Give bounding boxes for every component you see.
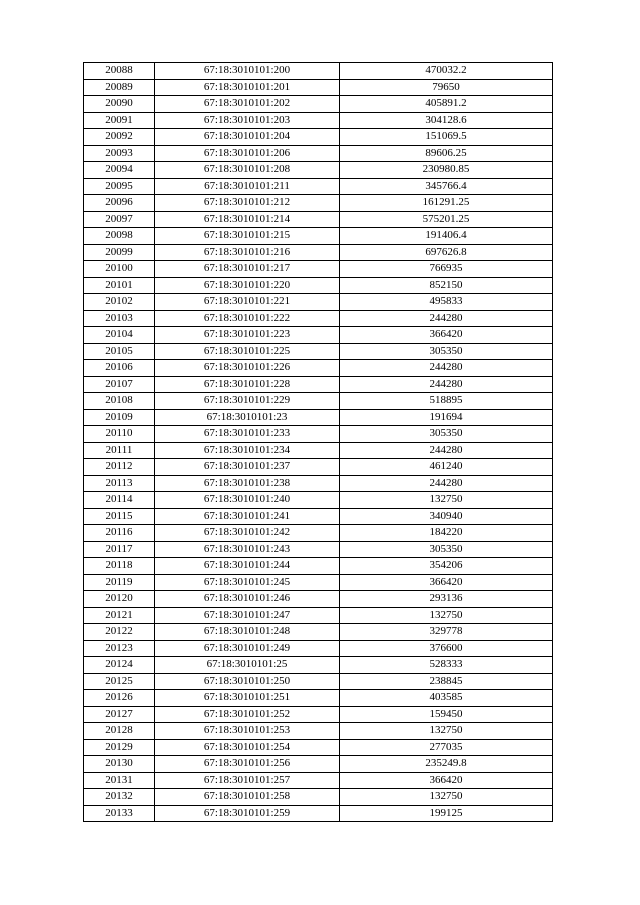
value-cell: 403585 [340, 690, 553, 707]
value-cell: 305350 [340, 541, 553, 558]
table-row [84, 426, 553, 443]
cadastral-number-cell: 67:18:3010101:221 [155, 294, 340, 311]
value-cell: 405891.2 [340, 96, 553, 113]
row-number-cell: 20091 [84, 112, 155, 129]
row-number-cell: 20092 [84, 129, 155, 146]
value-cell: 199125 [340, 805, 553, 822]
cadastral-number-cell: 67:18:3010101:200 [155, 63, 340, 80]
row-number-cell: 20116 [84, 525, 155, 542]
row-number-cell: 20112 [84, 459, 155, 476]
row-number-cell: 20127 [84, 706, 155, 723]
table-row [84, 360, 553, 377]
row-number-cell: 20132 [84, 789, 155, 806]
value-cell: 495833 [340, 294, 553, 311]
table-body [84, 63, 553, 822]
value-cell: 230980.85 [340, 162, 553, 179]
row-number-cell: 20098 [84, 228, 155, 245]
table-row [84, 327, 553, 344]
row-number-cell: 20122 [84, 624, 155, 641]
cadastral-number-cell: 67:18:3010101:245 [155, 574, 340, 591]
row-number-cell: 20115 [84, 508, 155, 525]
row-number-cell: 20094 [84, 162, 155, 179]
row-number-cell: 20119 [84, 574, 155, 591]
table-row [84, 261, 553, 278]
table-row [84, 211, 553, 228]
cadastral-number-cell: 67:18:3010101:23 [155, 409, 340, 426]
cadastral-number-cell: 67:18:3010101:204 [155, 129, 340, 146]
cadastral-number-cell: 67:18:3010101:223 [155, 327, 340, 344]
value-cell: 132750 [340, 789, 553, 806]
row-number-cell: 20118 [84, 558, 155, 575]
cadastral-number-cell: 67:18:3010101:214 [155, 211, 340, 228]
value-cell: 293136 [340, 591, 553, 608]
value-cell: 366420 [340, 772, 553, 789]
value-cell: 575201.25 [340, 211, 553, 228]
value-cell: 184220 [340, 525, 553, 542]
cadastral-number-cell: 67:18:3010101:25 [155, 657, 340, 674]
table-row [84, 492, 553, 509]
row-number-cell: 20099 [84, 244, 155, 261]
row-number-cell: 20100 [84, 261, 155, 278]
cadastral-number-cell: 67:18:3010101:215 [155, 228, 340, 245]
cadastral-number-cell: 67:18:3010101:237 [155, 459, 340, 476]
value-cell: 470032.2 [340, 63, 553, 80]
table-row [84, 508, 553, 525]
cadastral-number-cell: 67:18:3010101:247 [155, 607, 340, 624]
value-cell: 366420 [340, 574, 553, 591]
value-cell: 852150 [340, 277, 553, 294]
cadastral-number-cell: 67:18:3010101:222 [155, 310, 340, 327]
value-cell: 132750 [340, 607, 553, 624]
value-cell: 191406.4 [340, 228, 553, 245]
cadastral-number-cell: 67:18:3010101:242 [155, 525, 340, 542]
cadastral-number-cell: 67:18:3010101:259 [155, 805, 340, 822]
cadastral-number-cell: 67:18:3010101:217 [155, 261, 340, 278]
table-row [84, 690, 553, 707]
table-row [84, 459, 553, 476]
cadastral-number-cell: 67:18:3010101:225 [155, 343, 340, 360]
row-number-cell: 20110 [84, 426, 155, 443]
value-cell: 305350 [340, 426, 553, 443]
table-row [84, 525, 553, 542]
value-cell: 161291.25 [340, 195, 553, 212]
row-number-cell: 20120 [84, 591, 155, 608]
cadastral-number-cell: 67:18:3010101:211 [155, 178, 340, 195]
cadastral-number-cell: 67:18:3010101:238 [155, 475, 340, 492]
value-cell: 277035 [340, 739, 553, 756]
value-cell: 244280 [340, 310, 553, 327]
row-number-cell: 20107 [84, 376, 155, 393]
value-cell: 132750 [340, 492, 553, 509]
value-cell: 354206 [340, 558, 553, 575]
value-cell: 151069.5 [340, 129, 553, 146]
table-row [84, 145, 553, 162]
table-row [84, 294, 553, 311]
cadastral-number-cell: 67:18:3010101:248 [155, 624, 340, 641]
cadastral-number-cell: 67:18:3010101:258 [155, 789, 340, 806]
table-row [84, 129, 553, 146]
row-number-cell: 20125 [84, 673, 155, 690]
value-cell: 244280 [340, 442, 553, 459]
table-row [84, 96, 553, 113]
value-cell: 132750 [340, 723, 553, 740]
value-cell: 518895 [340, 393, 553, 410]
row-number-cell: 20101 [84, 277, 155, 294]
row-number-cell: 20117 [84, 541, 155, 558]
cadastral-number-cell: 67:18:3010101:244 [155, 558, 340, 575]
row-number-cell: 20089 [84, 79, 155, 96]
row-number-cell: 20111 [84, 442, 155, 459]
value-cell: 345766.4 [340, 178, 553, 195]
value-cell: 238845 [340, 673, 553, 690]
table-row [84, 228, 553, 245]
value-cell: 304128.6 [340, 112, 553, 129]
table-row [84, 706, 553, 723]
value-cell: 159450 [340, 706, 553, 723]
table-row [84, 376, 553, 393]
table-row [84, 772, 553, 789]
cadastral-number-cell: 67:18:3010101:203 [155, 112, 340, 129]
row-number-cell: 20106 [84, 360, 155, 377]
row-number-cell: 20102 [84, 294, 155, 311]
table-row [84, 640, 553, 657]
value-cell: 366420 [340, 327, 553, 344]
row-number-cell: 20113 [84, 475, 155, 492]
table-row [84, 195, 553, 212]
row-number-cell: 20133 [84, 805, 155, 822]
cadastral-number-cell: 67:18:3010101:228 [155, 376, 340, 393]
cadastral-number-cell: 67:18:3010101:253 [155, 723, 340, 740]
table-row [84, 739, 553, 756]
cadastral-number-cell: 67:18:3010101:249 [155, 640, 340, 657]
table-row [84, 244, 553, 261]
cadastral-number-cell: 67:18:3010101:202 [155, 96, 340, 113]
table-row [84, 112, 553, 129]
row-number-cell: 20090 [84, 96, 155, 113]
cadastral-number-cell: 67:18:3010101:234 [155, 442, 340, 459]
value-cell: 79650 [340, 79, 553, 96]
row-number-cell: 20109 [84, 409, 155, 426]
value-cell: 191694 [340, 409, 553, 426]
table-row [84, 574, 553, 591]
value-cell: 766935 [340, 261, 553, 278]
table-row [84, 475, 553, 492]
cadastral-number-cell: 67:18:3010101:252 [155, 706, 340, 723]
row-number-cell: 20123 [84, 640, 155, 657]
value-cell: 89606.25 [340, 145, 553, 162]
cadastral-number-cell: 67:18:3010101:216 [155, 244, 340, 261]
row-number-cell: 20129 [84, 739, 155, 756]
table-row [84, 657, 553, 674]
value-cell: 244280 [340, 376, 553, 393]
row-number-cell: 20088 [84, 63, 155, 80]
table-row [84, 79, 553, 96]
cadastral-number-cell: 67:18:3010101:220 [155, 277, 340, 294]
cadastral-number-cell: 67:18:3010101:226 [155, 360, 340, 377]
table-row [84, 178, 553, 195]
cadastral-number-cell: 67:18:3010101:229 [155, 393, 340, 410]
table-row [84, 789, 553, 806]
row-number-cell: 20130 [84, 756, 155, 773]
cadastral-number-cell: 67:18:3010101:212 [155, 195, 340, 212]
cadastral-number-cell: 67:18:3010101:254 [155, 739, 340, 756]
table-row [84, 343, 553, 360]
value-cell: 244280 [340, 475, 553, 492]
cadastral-number-cell: 67:18:3010101:256 [155, 756, 340, 773]
row-number-cell: 20095 [84, 178, 155, 195]
row-number-cell: 20105 [84, 343, 155, 360]
cadastral-number-cell: 67:18:3010101:206 [155, 145, 340, 162]
value-cell: 340940 [340, 508, 553, 525]
table-row [84, 63, 553, 80]
row-number-cell: 20126 [84, 690, 155, 707]
cadastral-number-cell: 67:18:3010101:208 [155, 162, 340, 179]
cadastral-number-cell: 67:18:3010101:251 [155, 690, 340, 707]
value-cell: 244280 [340, 360, 553, 377]
row-number-cell: 20097 [84, 211, 155, 228]
table-row [84, 805, 553, 822]
table-row [84, 756, 553, 773]
table-row [84, 624, 553, 641]
table-row [84, 393, 553, 410]
value-cell: 235249.8 [340, 756, 553, 773]
table-row [84, 591, 553, 608]
table-row [84, 541, 553, 558]
row-number-cell: 20131 [84, 772, 155, 789]
cadastral-number-cell: 67:18:3010101:201 [155, 79, 340, 96]
value-cell: 329778 [340, 624, 553, 641]
cadastral-number-cell: 67:18:3010101:250 [155, 673, 340, 690]
row-number-cell: 20108 [84, 393, 155, 410]
cadastral-number-cell: 67:18:3010101:246 [155, 591, 340, 608]
table-row [84, 442, 553, 459]
row-number-cell: 20121 [84, 607, 155, 624]
table-row [84, 558, 553, 575]
table-row [84, 162, 553, 179]
table-row [84, 409, 553, 426]
row-number-cell: 20128 [84, 723, 155, 740]
table-row [84, 277, 553, 294]
row-number-cell: 20103 [84, 310, 155, 327]
table-row [84, 723, 553, 740]
row-number-cell: 20114 [84, 492, 155, 509]
row-number-cell: 20096 [84, 195, 155, 212]
cadastral-number-cell: 67:18:3010101:241 [155, 508, 340, 525]
row-number-cell: 20093 [84, 145, 155, 162]
table-row [84, 673, 553, 690]
value-cell: 697626.8 [340, 244, 553, 261]
value-cell: 528333 [340, 657, 553, 674]
cadastral-number-cell: 67:18:3010101:240 [155, 492, 340, 509]
cadastral-number-cell: 67:18:3010101:233 [155, 426, 340, 443]
value-cell: 376600 [340, 640, 553, 657]
cadastral-value-table [83, 62, 553, 822]
row-number-cell: 20124 [84, 657, 155, 674]
cadastral-number-cell: 67:18:3010101:257 [155, 772, 340, 789]
row-number-cell: 20104 [84, 327, 155, 344]
table-row [84, 310, 553, 327]
table-row [84, 607, 553, 624]
value-cell: 305350 [340, 343, 553, 360]
value-cell: 461240 [340, 459, 553, 476]
cadastral-number-cell: 67:18:3010101:243 [155, 541, 340, 558]
